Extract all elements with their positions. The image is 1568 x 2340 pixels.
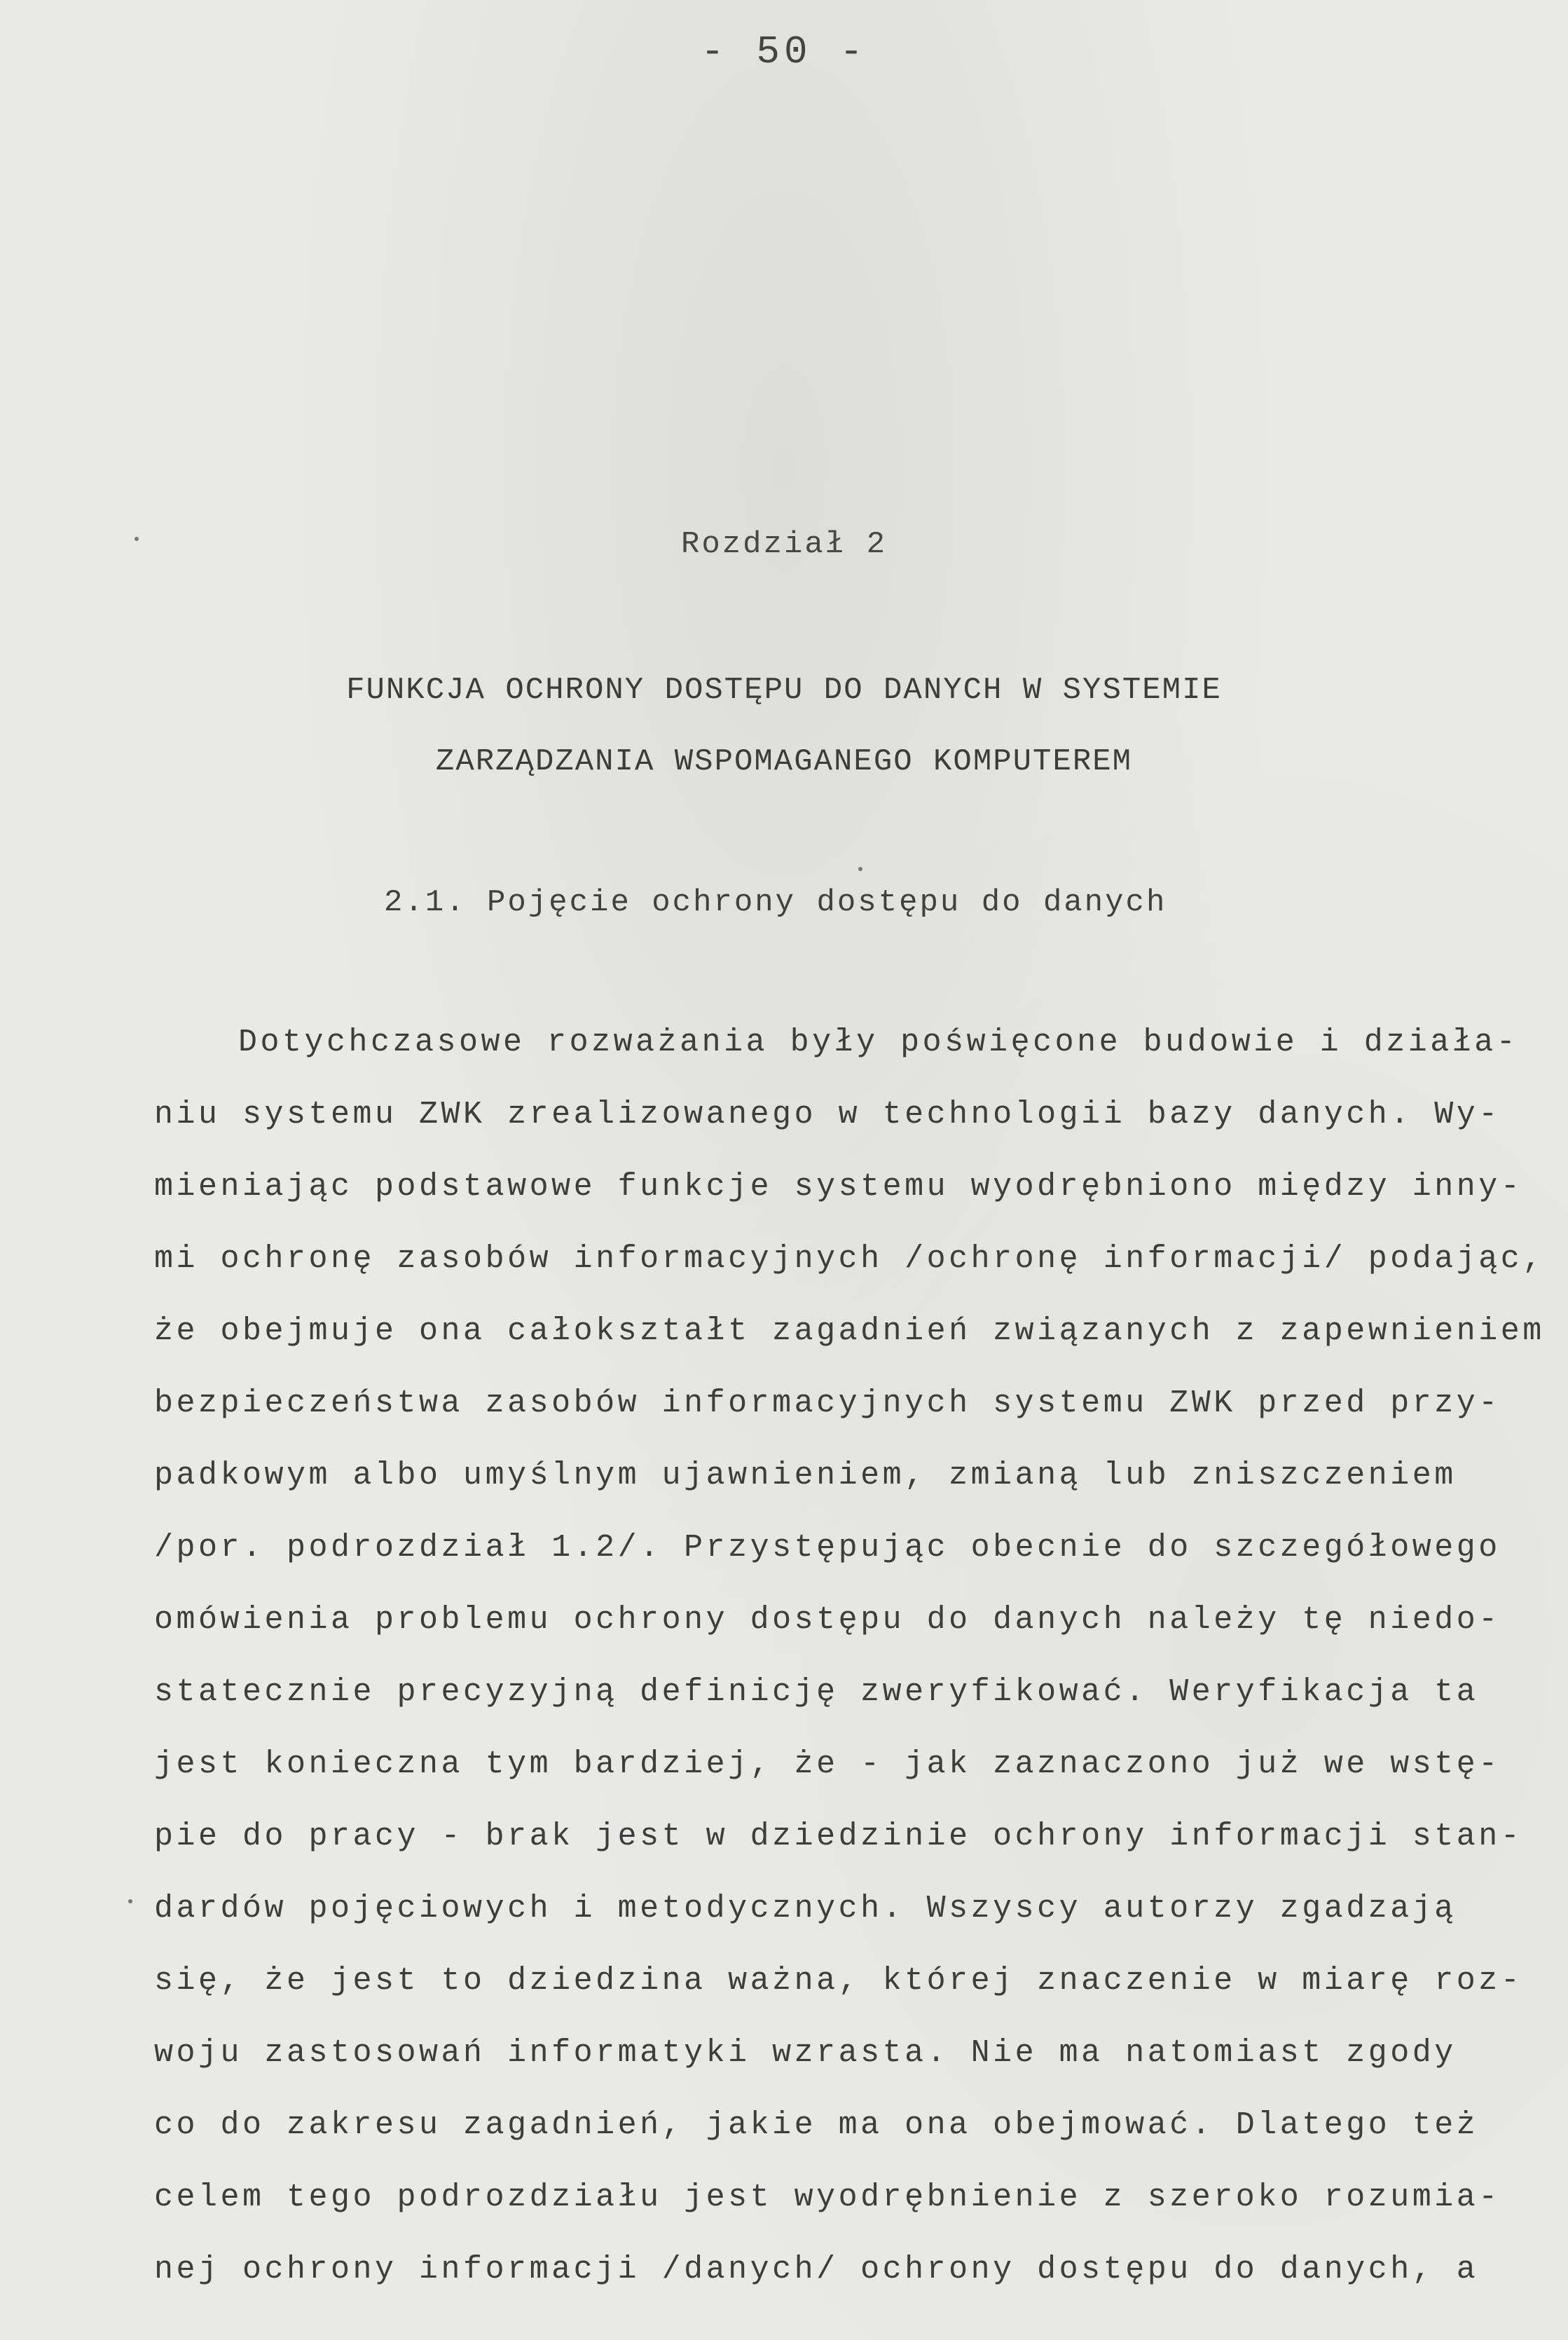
body-line-1: Dotychczasowe rozważania były poświęcone budowie i działa-	[238, 1025, 1519, 1060]
body-line-7: padkowym albo umyślnym ujawnieniem, zmianą lub zniszczeniem	[154, 1458, 1457, 1493]
paper-speck	[135, 537, 139, 541]
body-line-16: co do zakresu zagadnień, jakie ma ona obejmować. Dlatego też	[154, 2107, 1479, 2143]
body-line-3: mieniając podstawowe funkcje systemu wyodrębniono między inny-	[154, 1169, 1523, 1205]
body-line-8: /por. podrozdział 1.2/. Przystępując obecnie do szczegółowego	[154, 1530, 1501, 1566]
body-line-5: że obejmuje ona całokształt zagadnień związanych z zapewnieniem	[154, 1313, 1545, 1349]
body-line-9: omówienia problemu ochrony dostępu do danych należy tę niedo-	[154, 1602, 1501, 1638]
chapter-title-line-1: FUNKCJA OCHRONY DOSTĘPU DO DANYCH W SYSTEMIE	[346, 673, 1222, 708]
body-line-6: bezpieczeństwa zasobów informacyjnych systemu ZWK przed przy-	[154, 1385, 1501, 1421]
chapter-title-line-2: ZARZĄDZANIA WSPOMAGANEGO KOMPUTEREM	[435, 744, 1133, 779]
section-heading: 2.1. Pojęcie ochrony dostępu do danych	[384, 885, 1167, 920]
body-line-11: jest konieczna tym bardziej, że - jak zaznaczono już we wstę-	[154, 1746, 1501, 1782]
body-line-12: pie do pracy - brak jest w dziedzinie ochrony informacji stan-	[154, 1819, 1523, 1854]
paper-speck	[858, 867, 862, 871]
body-line-17: celem tego podrozdziału jest wyodrębnienie z szeroko rozumia-	[154, 2180, 1501, 2215]
body-line-15: woju zastosowań informatyki wzrasta. Nie ma natomiast zgody	[154, 2035, 1457, 2071]
body-line-4: mi ochronę zasobów informacyjnych /ochronę informacji/ podając,	[154, 1241, 1545, 1277]
body-line-2: niu systemu ZWK zrealizowanego w technologii bazy danych. Wy-	[154, 1097, 1501, 1133]
body-line-18: nej ochrony informacji /danych/ ochrony dostępu do danych, a	[154, 2252, 1479, 2287]
paper-speck	[128, 1899, 132, 1903]
body-line-13: dardów pojęciowych i metodycznych. Wszyscy autorzy zgadzają	[154, 1891, 1457, 1927]
body-line-14: się, że jest to dziedzina ważna, której znaczenie w miarę roz-	[154, 1963, 1523, 1999]
page-number: - 50 -	[701, 29, 867, 74]
chapter-label: Rozdział 2	[680, 527, 888, 562]
body-line-10: statecznie precyzyjną definicję zweryfikować. Weryfikacja ta	[154, 1674, 1479, 1710]
